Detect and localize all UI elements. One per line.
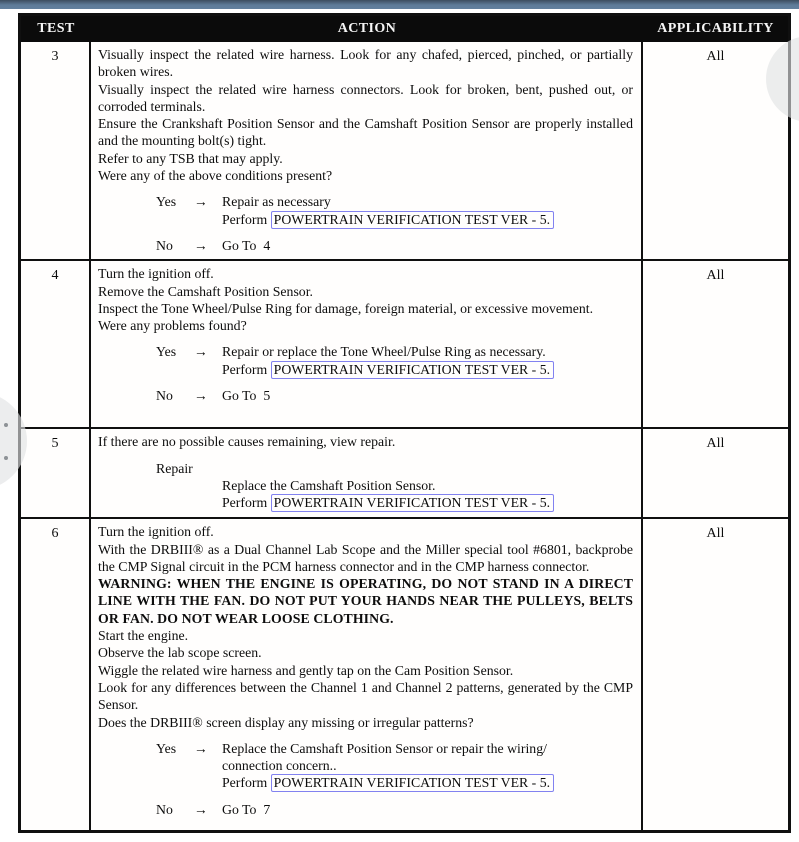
action-cell	[91, 429, 643, 517]
decision-block	[156, 801, 633, 818]
action-paragraph: Wiggle the related wire harness and gently tap on the Cam Position Sensor.	[98, 662, 514, 678]
action-paragraph: With the DRBIII® as a Dual Channel Lab Scope and the Miller special tool #6801, backprobe the CMP Signal circuit in the PCM harness connector and in the CMP harness connector.	[98, 541, 633, 574]
action-cell	[91, 261, 643, 427]
repair-block	[156, 460, 633, 512]
applicability-cell: All	[706, 49, 725, 64]
arrow-icon: →	[194, 237, 208, 253]
decision-label: Yes	[156, 344, 177, 360]
nav-dot-icon	[4, 423, 8, 427]
decision-block	[156, 387, 633, 404]
repair-text: Replace the Camshaft Position Sensor.	[222, 477, 436, 493]
table-row	[21, 259, 788, 427]
table-row	[21, 42, 788, 259]
repair-lines	[222, 477, 633, 512]
action-paragraph: Refer to any TSB that may apply.	[98, 150, 283, 166]
decision-block	[156, 343, 633, 378]
header-test: TEST	[37, 21, 75, 36]
decision-line	[222, 193, 633, 210]
decision-text: Go To 5	[222, 388, 271, 404]
decision-lines	[222, 237, 633, 254]
action-paragraph: If there are no possible causes remaining, view repair.	[98, 434, 396, 450]
arrow-icon: →	[194, 194, 208, 210]
decision-line	[222, 740, 633, 757]
perform-text: Perform	[222, 211, 271, 227]
action-paragraph: WARNING: WHEN THE ENGINE IS OPERATING, DO NOT STAND IN A DIRECT LINE WITH THE FAN. DO NOT PUT YOUR HANDS NEAR THE PULLEYS, BELTS OR FAN. DO NOT WEAR LOOSE CLOTHING.	[98, 576, 633, 626]
applicability-cell: All	[706, 526, 725, 542]
test-number-cell: 5	[21, 429, 91, 517]
action-paragraph: Visually inspect the related wire harness. Look for any chafed, pierced, pinched, or partially broken wires.	[98, 47, 633, 80]
action-paragraph: Were any of the above conditions present?	[98, 168, 333, 184]
nav-dot-icon	[4, 456, 8, 460]
table-row	[21, 427, 788, 517]
decision-line	[222, 343, 633, 360]
decision-block	[156, 193, 633, 228]
repair-label: Repair	[156, 460, 193, 476]
action-paragraph: Inspect the Tone Wheel/Pulse Ring for damage, foreign material, or excessive movement.	[98, 300, 594, 316]
decision-text: Replace the Camshaft Position Sensor or repair the wiring/	[222, 740, 547, 756]
perform-text: Perform	[222, 775, 271, 791]
decision-line	[222, 757, 633, 774]
window-top-bar	[0, 0, 799, 9]
decision-block	[156, 740, 633, 792]
decision-text: Repair or replace the Tone Wheel/Pulse Ring as necessary.	[222, 344, 546, 360]
action-paragraph: Turn the ignition off.	[98, 524, 214, 540]
repair-line	[222, 477, 633, 494]
decision-block	[156, 237, 633, 254]
decision-label: Yes	[156, 740, 177, 756]
decision-lines	[222, 193, 633, 228]
decision-text: connection concern..	[222, 758, 337, 774]
applicability-cell: All	[706, 436, 725, 452]
decision-lines	[222, 387, 633, 404]
decision-label: No	[156, 237, 173, 253]
action-paragraph: Look for any differences between the Channel 1 and Channel 2 patterns, generated by the CMP Sensor.	[98, 679, 633, 713]
decision-lines	[222, 343, 633, 378]
decision-label: No	[156, 388, 173, 404]
decision-line	[222, 211, 633, 228]
perform-text: Perform	[222, 495, 271, 511]
action-paragraph: Were any problems found?	[98, 318, 247, 334]
decision-text: Go To 4	[222, 237, 271, 253]
perform-text: Perform	[222, 361, 271, 377]
applicability-cell: All	[706, 268, 725, 284]
test-number-cell: 6	[21, 519, 91, 830]
decision-line	[222, 774, 633, 791]
arrow-icon: →	[194, 740, 208, 756]
arrow-icon: →	[194, 388, 208, 404]
decision-text: Repair as necessary	[222, 194, 331, 210]
powertrain-verification-link[interactable]: POWERTRAIN VERIFICATION TEST VER - 5.	[271, 361, 554, 379]
decision-label: No	[156, 801, 173, 817]
table-row	[21, 517, 788, 830]
test-number-cell: 3	[21, 42, 91, 259]
decision-line	[222, 387, 633, 404]
action-cell	[91, 519, 643, 830]
decision-lines	[222, 801, 633, 818]
repair-line	[222, 494, 633, 511]
powertrain-verification-link[interactable]: POWERTRAIN VERIFICATION TEST VER - 5.	[271, 494, 554, 512]
header-action: ACTION	[337, 21, 397, 36]
decision-label: Yes	[156, 194, 177, 210]
decision-line	[222, 801, 633, 818]
powertrain-verification-link[interactable]: POWERTRAIN VERIFICATION TEST VER - 5.	[271, 211, 554, 229]
decision-lines	[222, 740, 633, 792]
action-paragraph: Does the DRBIII® screen display any missing or irregular patterns?	[98, 714, 474, 730]
arrow-icon: →	[194, 344, 208, 360]
decision-line	[222, 361, 633, 378]
action-paragraph: Turn the ignition off.	[98, 266, 214, 282]
arrow-icon: →	[194, 801, 208, 817]
action-paragraph: Start the engine.	[98, 628, 189, 644]
table-header	[21, 16, 788, 42]
diagnostic-table	[18, 13, 791, 833]
decision-line	[222, 237, 633, 254]
header-applicability: APPLICABILITY	[657, 21, 774, 36]
action-paragraph: Observe the lab scope screen.	[98, 645, 262, 661]
action-paragraph: Ensure the Crankshaft Position Sensor and the Camshaft Position Sensor are properly installed and the mounting bolt(s) tight.	[98, 116, 633, 149]
action-cell	[91, 42, 643, 259]
action-paragraph: Visually inspect the related wire harness connectors. Look for broken, bent, pushed out, or corroded terminals.	[98, 81, 633, 114]
decision-text: Go To 7	[222, 801, 271, 817]
powertrain-verification-link[interactable]: POWERTRAIN VERIFICATION TEST VER - 5.	[271, 774, 554, 792]
action-paragraph: Remove the Camshaft Position Sensor.	[98, 283, 313, 299]
table-body	[21, 42, 788, 830]
test-number-cell: 4	[21, 261, 91, 427]
